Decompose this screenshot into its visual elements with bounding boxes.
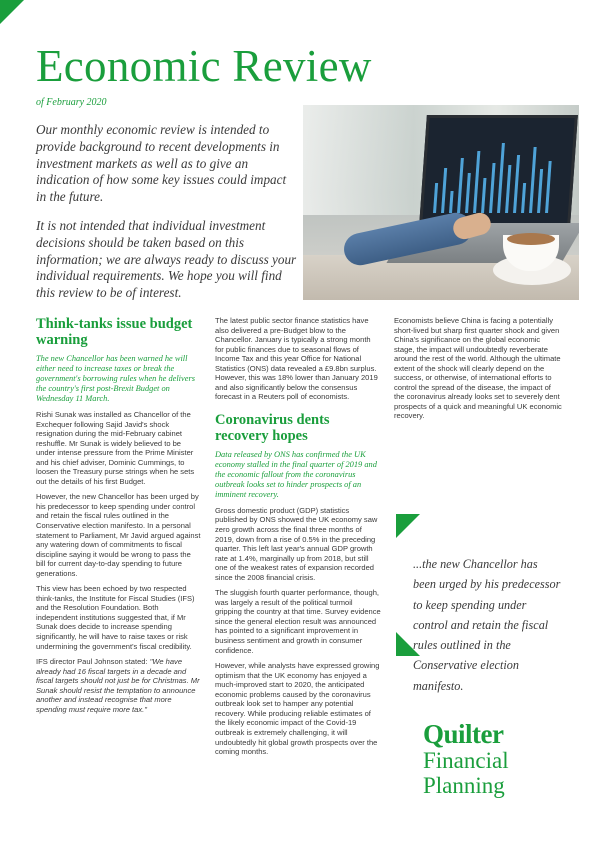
- article-column-3: [394, 316, 562, 427]
- quote-triangle-top-decoration: [396, 514, 420, 538]
- laptop-coffee-photo: [303, 105, 579, 300]
- article-paragraph: The latest public sector finance statistics have also delivered a pre-Budget blow to the Chancellor. January is typically a strong month for public finances due to seasonal flows of Income Tax and this year Office for National Statistics (ONS) data revealed a £9.8bn surplus. However, this was 18% lower than January 2019 and also significantly below the consensus forecast in a Reuters poll of economists.: [215, 316, 378, 402]
- quote-text: "We have already had 16 fiscal targets in a decade and fiscal targets should not just be for Christmas. Mr Sunak should resist the temptation to announce another and instead recognise that more spending must require more tax.": [36, 657, 200, 714]
- article-paragraph: However, while analysts have expressed growing optimism that the UK economy has enjoyed a much-improved start to 2020, the anticipated economic problems caused by the coronavirus outbreak look set to hamper any potential recovery. While producing reliable estimates of the likely economic impact of the Covid-19 outbreak is extremely challenging, it will undoubtedly hit global growth prospects over the coming months.: [215, 661, 380, 757]
- issue-date: of February 2020: [36, 97, 107, 108]
- article-paragraph: Rishi Sunak was installed as Chancellor of the Exchequer following Sajid Javid's shock resignation during the mid-February cabinet reshuffle. Mr Sunak is widely believed to be under intense pressure from the Prime Minister and his chief adviser, Dominic Cummings, to loosen the Treasury purse strings when he sets out the details of his first Budget.: [36, 410, 195, 486]
- article-lead: The new Chancellor has been warned he will either need to increase taxes or break the government's borrowing rules when he delivers the country's first post-Brexit Budget on Wednesday 11 March.: [36, 354, 195, 403]
- article-paragraph: However, the new Chancellor has been urged by his predecessor to keep spending under control and retain the fiscal rules outlined in the Conservative election manifesto. In a personal statement to Parliament, Mr Javid argued against any watering down of commitments to fiscal discipline saying it would be wrong to pass the bill for current day-to-day spending to future generations.: [36, 492, 201, 578]
- pull-quote: ...the new Chancellor has been urged by his predecessor to keep spending under control and retain the fiscal rules outlined in the Conservative election manifesto.: [413, 557, 561, 693]
- logo-line-3: Planning: [423, 773, 505, 798]
- article-paragraph-quote: [36, 657, 202, 714]
- article-column-2: [215, 316, 381, 763]
- article-think-tanks: [36, 316, 202, 720]
- article-paragraph: Economists believe China is facing a potentially short-lived but sharp first quarter shock and given China's significance on the global economic stage, the impact will undoubtedly reverberate around the rest of the world. Although the ultimate extent of the shock will clearly depend on the success, or otherwise, of international efforts to control the spread of the disease, the impact of the coronavirus already looks set to severely dent prospects of a quick and meaningful UK economic recovery.: [394, 316, 562, 421]
- intro-paragraph-2: It is not intended that individual investment decisions should be taken based on this information; we are always ready to discuss your individual requirements. We hope you will find this review to be of interest.: [36, 218, 297, 301]
- article-paragraph: This view has been echoed by two respected think-tanks, the Institute for Fiscal Studies (IFS) and the Resolution Foundation. Both independent institutions suggested that, if Mr Sunak does decide to increase spending significantly, he will have to raise taxes or risk undermining the government's fiscal credibility.: [36, 584, 195, 651]
- page-title: Economic Review: [36, 41, 372, 91]
- article-paragraph: The sluggish fourth quarter performance, though, was largely a result of the political turmoil gripping the country at that time. Survey evidence since the general election result was announced has pointed to a significant improvement in business sentiment and growth in consumer confidence.: [215, 588, 381, 655]
- article-heading: Coronavirus dents recovery hopes: [215, 411, 330, 444]
- logo-line-2: Financial: [423, 748, 509, 773]
- logo-line-1: Quilter: [423, 719, 504, 749]
- corner-triangle-decoration: [0, 0, 24, 24]
- article-paragraph: Gross domestic product (GDP) statistics published by ONS showed the UK economy saw zero growth across the final three months of 2019, down from a rise of 0.5% in the preceding quarter. This left last year's annual GDP growth rate at 1.4%, marginally up from 2018, but still one of the weakest rates of expansion recorded since the 2008 financial crisis.: [215, 505, 378, 582]
- quilter-logo: [423, 720, 573, 798]
- quote-attribution: IFS director Paul Johnson stated:: [36, 657, 150, 667]
- article-lead: Data released by ONS has confirmed the UK economy stalled in the final quarter of 2019 and the economic fallout from the coronavirus outbreak looks set to hinder prospects of an imminent recovery.: [215, 449, 377, 499]
- article-heading: Think-tanks issue budget warning: [36, 316, 193, 348]
- quote-triangle-bottom-decoration: [396, 632, 420, 656]
- intro-paragraph-1: Our monthly economic review is intended to provide background to recent developments in investment markets as well as to give an indication of how some key issues could impact in the future.: [36, 122, 287, 205]
